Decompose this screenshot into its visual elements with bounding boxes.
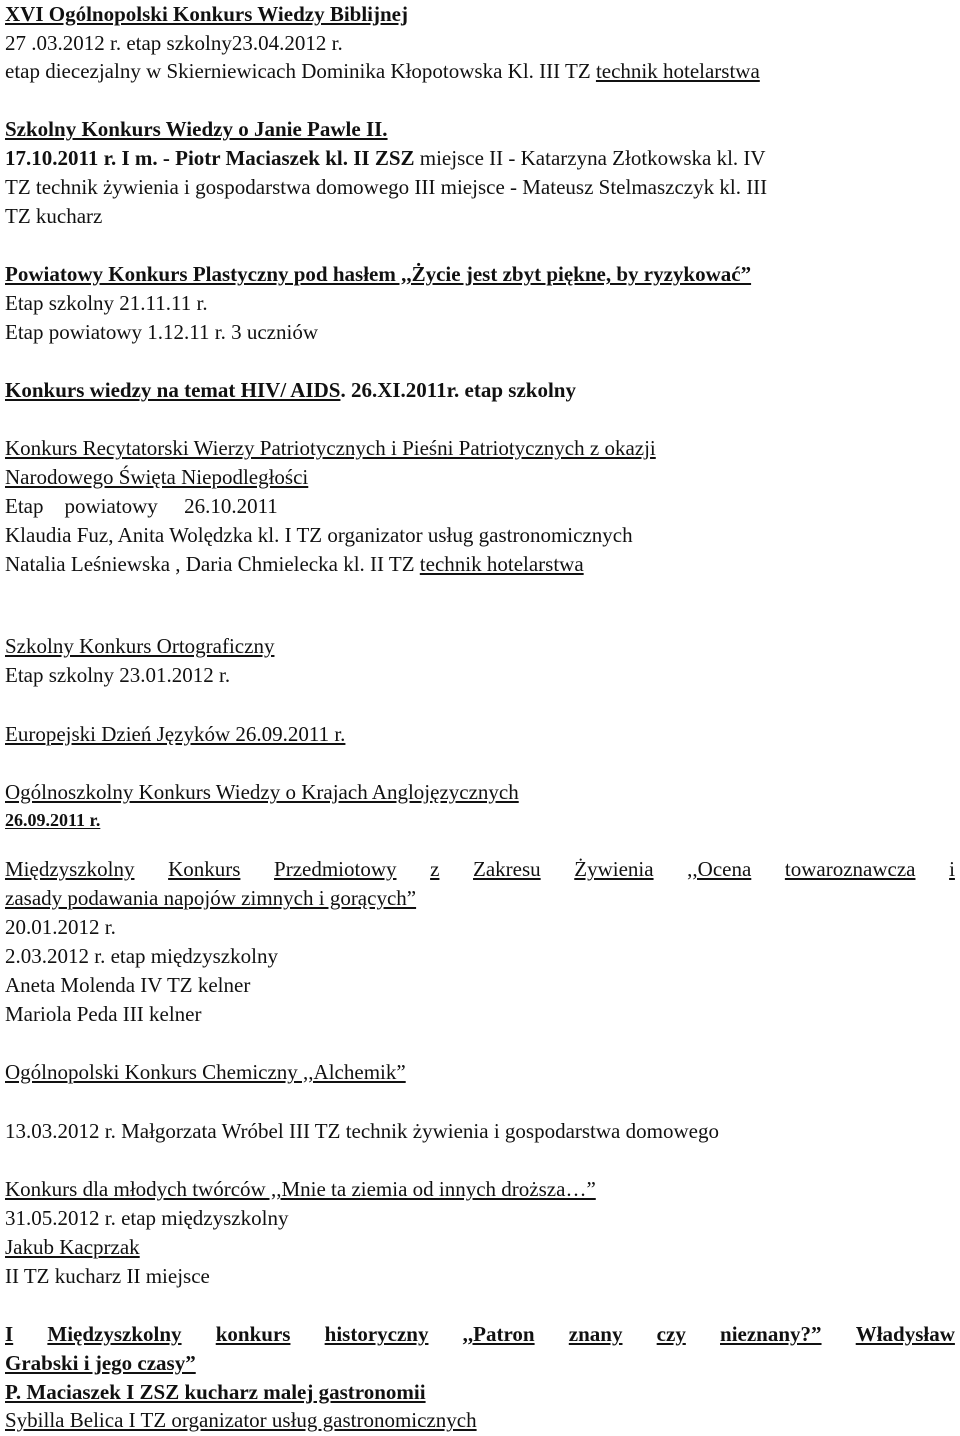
john-paul-result-2: TZ technik żywienia i gospodarstwa domowego III miejsce - Mateusz Stelmaszczyk kl. III [5,175,768,199]
young-creators-date: 31.05.2012 r. etap międzyszkolny [5,1206,289,1230]
hiv-contest-date: . 26.XI.2011r. etap szkolny [340,378,576,402]
nutrition-title-word: z [430,857,440,881]
section-title-young-creators-contest: Konkurs dla młodych twórców ,,Mnie ta ziemia od innych droższa…” [5,1177,596,1201]
nutrition-title-word: Zakresu [473,857,541,881]
section-title-art-contest: Powiatowy Konkurs Plastyczny pod hasłem ,,Życie jest zbyt piękne, by ryzykować” [5,262,752,286]
nutrition-date-2: 2.03.2012 r. etap międzyszkolny [5,944,278,968]
art-contest-school-stage: Etap szkolny 21.11.11 r. [5,291,208,315]
history-participant-2: Sybilla Belica I TZ organizator usług gastronomicznych [5,1408,477,1432]
history-title-word: znany [568,1322,623,1346]
nutrition-title-word: i [949,857,955,881]
nutrition-participant-1: Aneta Molenda IV TZ kelner [5,973,251,997]
biblical-result [5,57,955,85]
history-title-word: czy [656,1322,686,1346]
biblical-dates: 27 .03.2012 r. etap szkolny23.04.2012 r. [5,31,343,55]
biblical-result-text: etap diecezjalny w Skierniewicach Dominika Kłopotowska Kl. III TZ [5,59,596,83]
biblical-result-profession: technik hotelarstwa [595,59,760,83]
section-title-languages-day: Europejski Dzień Języków 26.09.2011 r. [5,722,346,746]
nutrition-title-word: Przedmiotowy [274,857,397,881]
history-title-word: historyczny [324,1322,429,1346]
history-title-word: Międzyszkolny [47,1322,182,1346]
young-creators-participant: Jakub Kacprzak [5,1235,140,1259]
nutrition-date-1: 20.01.2012 r. [5,915,116,939]
recitation-participants-2-profession: technik hotelarstwa [419,552,584,576]
section-title-john-paul-contest: Szkolny Konkurs Wiedzy o Janie Pawle II. [5,117,388,141]
section-title-hiv-contest: Konkurs wiedzy na temat HIV/ AIDS [5,378,341,402]
section-title-history-contest-1 [5,1320,955,1348]
nutrition-title-word: ,,Ocena [687,857,752,881]
section-title-nutrition-contest-2: zasady podawania napojów zimnych i gorących” [5,886,417,910]
recitation-stage [5,492,955,520]
recitation-participants-2 [5,550,955,578]
history-title-justified-row [5,1320,955,1348]
nutrition-title-word: towaroznawcza [784,857,916,881]
section-title-alchemik-contest: Ogólnopolski Konkurs Chemiczny ,,Alchemik” [5,1060,406,1084]
john-paul-result-1 [5,144,955,172]
history-participant-1: P. Maciaszek I ZSZ kucharz malej gastronomii [5,1380,426,1404]
section-title-recitation-contest-2: Narodowego Święta Niepodległości [5,465,309,489]
recitation-stage-word-1: Etap [5,494,44,518]
nutrition-title-justified-row [5,855,955,883]
art-contest-county-stage: Etap powiatowy 1.12.11 r. 3 uczniów [5,320,319,344]
john-paul-result-1-rest: miejsce II - Katarzyna Złotkowska kl. IV [414,146,766,170]
young-creators-result: II TZ kucharz II miejsce [5,1264,210,1288]
john-paul-result-3: TZ kucharz [5,204,103,228]
section-title-recitation-contest-1: Konkurs Recytatorski Wierzy Patriotycznych i Pieśni Patriotycznych z okazji [5,436,656,460]
section-title-nutrition-contest-1 [5,855,955,883]
history-title-word: I [5,1322,14,1346]
history-title-word: ,,Patron [462,1322,535,1346]
section-title-orthography-contest: Szkolny Konkurs Ortograficzny [5,634,275,658]
section-title-biblical-contest: XVI Ogólnopolski Konkurs Wiedzy Biblijnej [5,2,408,26]
recitation-participants-2-text: Natalia Leśniewska , Daria Chmielecka kl. II TZ [5,552,420,576]
alchemik-result: 13.03.2012 r. Małgorzata Wróbel III TZ technik żywienia i gospodarstwa domowego [5,1119,719,1143]
history-title-word: Władysław [855,1322,955,1346]
recitation-stage-date: 26.10.2011 [184,494,278,518]
nutrition-title-word: Międzyszkolny [5,857,135,881]
recitation-participants-1: Klaudia Fuz, Anita Wolędzka kl. I TZ organizator usług gastronomicznych [5,523,633,547]
hiv-contest-line [5,376,955,404]
john-paul-result-1-bold: 17.10.2011 r. I m. - Piotr Maciaszek kl. II ZSZ [5,146,415,170]
section-title-english-countries-contest: Ogólnoszkolny Konkurs Wiedzy o Krajach Anglojęzycznych [5,780,519,804]
recitation-stage-word-2: powiatowy [64,494,158,518]
nutrition-title-word: Konkurs [168,857,241,881]
nutrition-title-word: Żywienia [574,857,654,881]
orthography-school-stage: Etap szkolny 23.01.2012 r. [5,663,231,687]
section-title-history-contest-2: Grabski i jego czasy” [5,1351,196,1375]
nutrition-participant-2: Mariola Peda III kelner [5,1002,202,1026]
history-title-word: nieznany?” [720,1322,822,1346]
history-title-word: konkurs [215,1322,291,1346]
english-countries-date: 26.09.2011 r. [5,810,101,830]
